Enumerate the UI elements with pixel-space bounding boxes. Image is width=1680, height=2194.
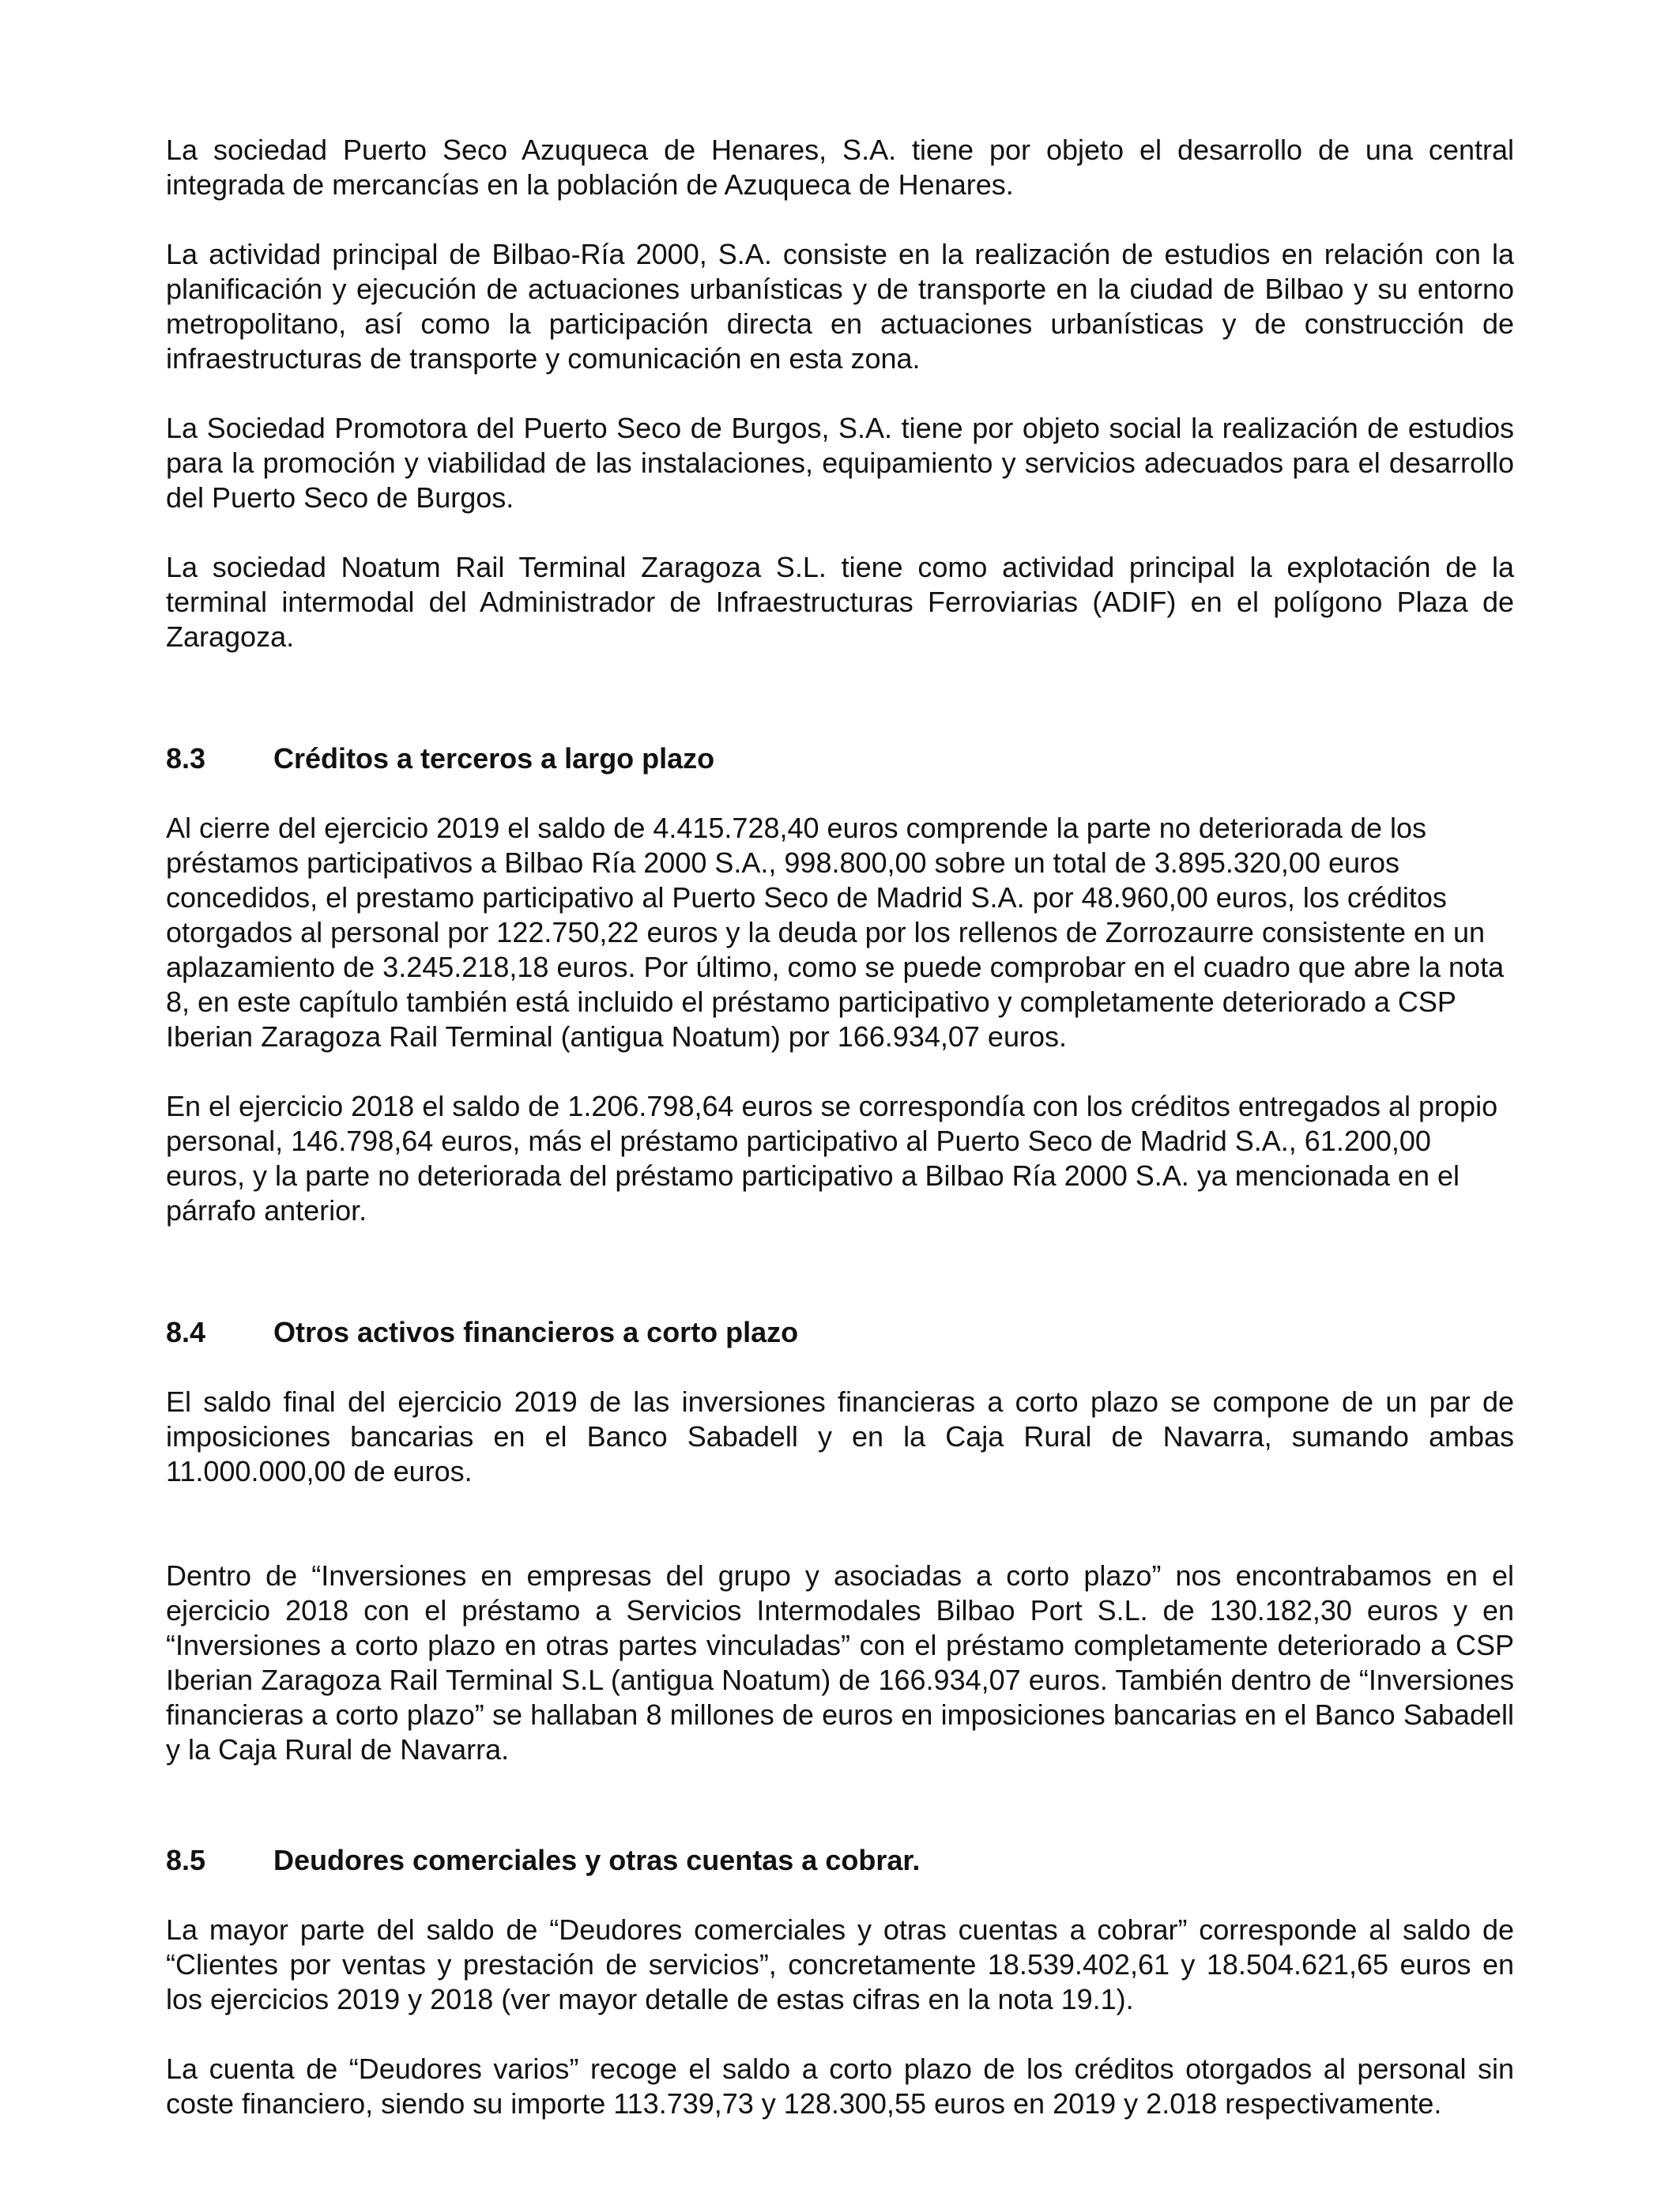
intro-paragraph-burgos: La Sociedad Promotora del Puerto Seco de Burgos, S.A. tiene por objeto social la realización de estudios para la promoción y viabilidad de las instalaciones, equipamiento y servicios adecuados para el desarrollo del Puerto Seco de Burgos.	[166, 412, 1514, 514]
section-8-5-paragraph-1: La mayor parte del saldo de “Deudores comerciales y otras cuentas a cobrar” corresponde al saldo de “Clientes por ventas y prestación de servicios”, concretamente 18.539.402,61 y 18.504.621,65 euros en los ejercicios 2019 y 2018 (ver mayor detalle de estas cifras en la nota 19.1).	[166, 1913, 1514, 2015]
section-title: Otros activos financieros a corto plazo	[273, 1316, 799, 1348]
section-8-4-paragraph-1: El saldo final del ejercicio 2019 de las inversiones financieras a corto plazo se compone de un par de imposiciones bancarias en el Banco Sabadell y en la Caja Rural de Navarra, sumando ambas 11.000.000,00 de euros.	[166, 1385, 1514, 1487]
section-heading-8-3	[166, 741, 1514, 776]
section-number: 8.4	[166, 1316, 206, 1348]
section-8-3-paragraph-1: Al cierre del ejercicio 2019 el saldo de 4.415.728,40 euros comprende la parte no deteriorada de los préstamos participativos a Bilbao Ría 2000 S.A., 998.800,00 sobre un total de 3.895.320,00 euros concedidos, el prestamo participativo al Puerto Seco de Madrid S.A. por 48.960,00 euros, los créditos otorgados al personal por 122.750,22 euros y la deuda por los rellenos de Zorrozaurre consistente en un aplazamiento de 3.245.218,18 euros. Por último, como se puede comprobar en el cuadro que abre la nota 8, en este capítulo también está incluido el préstamo participativo y completamente deteriorado a CSP Iberian Zaragoza Rail Terminal (antigua Noatum) por 166.934,07 euros.	[166, 812, 1505, 1053]
intro-paragraph-azuqueca: La sociedad Puerto Seco Azuqueca de Henares, S.A. tiene por objeto el desarrollo de una central integrada de mercancías en la población de Azuqueca de Henares.	[166, 134, 1514, 201]
section-title: Deudores comerciales y otras cuentas a cobrar.	[273, 1844, 921, 1876]
section-number: 8.5	[166, 1844, 206, 1876]
section-heading-8-5	[166, 1843, 1514, 1878]
section-number: 8.3	[166, 742, 206, 775]
section-heading-8-4	[166, 1315, 1514, 1350]
section-8-5-paragraph-2: La cuenta de “Deudores varios” recoge el saldo a corto plazo de los créditos otorgados al personal sin coste financiero, siendo su importe 113.739,73 y 128.300,55 euros en 2019 y 2.018 respectivamente.	[166, 2053, 1514, 2120]
section-8-4-paragraph-2: Dentro de “Inversiones en empresas del grupo y asociadas a corto plazo” nos encontrabamos en el ejercicio 2018 con el préstamo a Servicios Intermodales Bilbao Port S.L. de 130.182,30 euros y en “Inversiones a corto plazo en otras partes vinculadas” con el préstamo completamente deteriorado a CSP Iberian Zaragoza Rail Terminal S.L (antigua Noatum) de 166.934,07 euros. También dentro de “Inversiones financieras a corto plazo” se hallaban 8 millones de euros en imposiciones bancarias en el Banco Sabadell y la Caja Rural de Navarra.	[166, 1559, 1514, 1766]
section-8-3-paragraph-2: En el ejercicio 2018 el saldo de 1.206.798,64 euros se correspondía con los créditos entregados al propio personal, 146.798,64 euros, más el préstamo participativo al Puerto Seco de Madrid S.A., 61.200,00 euros, y la parte no deteriorada del préstamo participativo a Bilbao Ría 2000 S.A. ya mencionada en el párrafo anterior.	[166, 1090, 1498, 1227]
document-page	[166, 133, 1514, 2121]
intro-paragraph-noatum: La sociedad Noatum Rail Terminal Zaragoza S.L. tiene como actividad principal la explotación de la terminal intermodal del Administrador de Infraestructuras Ferroviarias (ADIF) en el polígono Plaza de Zaragoza.	[166, 551, 1514, 653]
intro-paragraph-bilbao-ria: La actividad principal de Bilbao-Ría 2000, S.A. consiste en la realización de estudios en relación con la planificación y ejecución de actuaciones urbanísticas y de transporte en la ciudad de Bilbao y su entorno metropolitano, así como la participación directa en actuaciones urbanísticas y de construcción de infraestructuras de transporte y comunicación en esta zona.	[166, 238, 1514, 375]
section-title: Créditos a terceros a largo plazo	[273, 742, 715, 775]
